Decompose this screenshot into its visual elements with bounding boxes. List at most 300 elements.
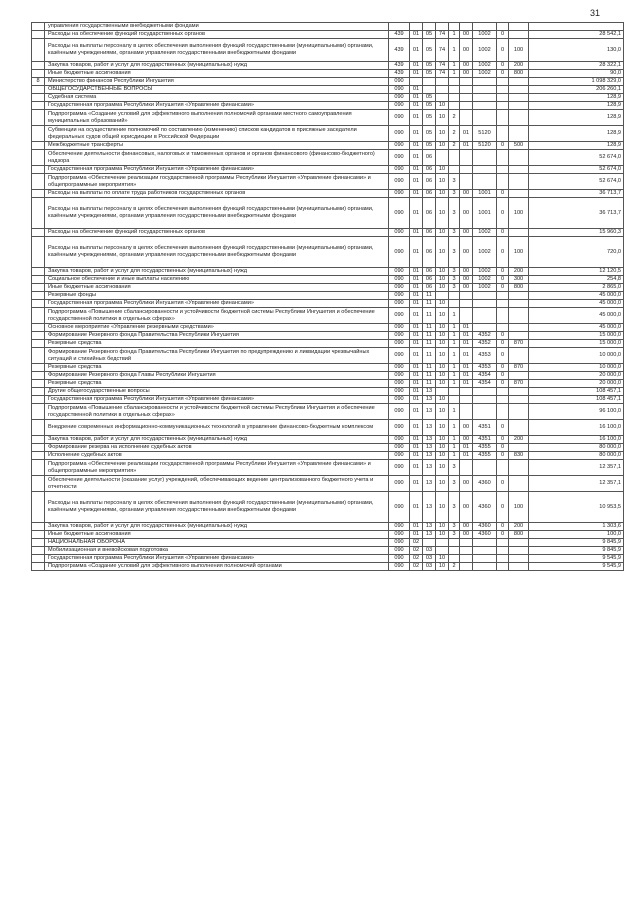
subsection-cell: 03: [423, 563, 436, 571]
row-name-cell: Расходы на выплаты персоналу в целях обеспечения выполнения функций государственными (муниципальными) органами, казёнными учреждениями, органами управления государственными внебюджетными фондами: [45, 237, 389, 268]
subsection-cell: 05: [423, 126, 436, 142]
row-number-cell: [32, 70, 45, 78]
expense-type-cell: 800: [509, 70, 529, 78]
row-number-cell: [32, 563, 45, 571]
extra-code-cell: [497, 460, 509, 476]
activity-cell: [460, 388, 473, 396]
direction-cell: 4351: [473, 436, 497, 444]
direction-cell: [473, 308, 497, 324]
extra-code-cell: 0: [497, 70, 509, 78]
section-cell: 01: [410, 150, 423, 166]
program-cell: 10: [436, 364, 449, 372]
row-name-cell: Подпрограмма «Обеспечение реализации государственной программы Республики Ингушетия «Управление финансами» и общепрограммные мероприятия»: [45, 460, 389, 476]
activity-cell: 00: [460, 492, 473, 523]
section-cell: 01: [410, 436, 423, 444]
expense-type-cell: 870: [509, 340, 529, 348]
expense-type-cell: 200: [509, 523, 529, 531]
subprogram-cell: 3: [449, 198, 460, 229]
extra-code-cell: 0: [497, 348, 509, 364]
extra-code-cell: 0: [497, 332, 509, 340]
extra-code-cell: [497, 547, 509, 555]
row-name-cell: Резервные средства: [45, 340, 389, 348]
amount-cell: 9 845,9: [529, 547, 624, 555]
subprogram-cell: 3: [449, 237, 460, 268]
code-cell: [389, 23, 410, 31]
amount-cell: 720,0: [529, 237, 624, 268]
program-cell: 10: [436, 110, 449, 126]
row-number-cell: [32, 523, 45, 531]
direction-cell: [473, 300, 497, 308]
extra-code-cell: 0: [497, 380, 509, 388]
activity-cell: 01: [460, 380, 473, 388]
subprogram-cell: 1: [449, 380, 460, 388]
code-cell: 090: [389, 460, 410, 476]
row-number-cell: [32, 110, 45, 126]
amount-cell: 12 120,5: [529, 268, 624, 276]
row-number-cell: [32, 190, 45, 198]
program-cell: 10: [436, 284, 449, 292]
table-row: [32, 476, 624, 492]
direction-cell: 4360: [473, 476, 497, 492]
amount-cell: 80 000,0: [529, 452, 624, 460]
code-cell: 090: [389, 404, 410, 420]
subsection-cell: 05: [423, 62, 436, 70]
table-row: [32, 396, 624, 404]
expense-type-cell: [509, 476, 529, 492]
table-row: [32, 142, 624, 150]
direction-cell: 5120: [473, 142, 497, 150]
extra-code-cell: [497, 94, 509, 102]
extra-code-cell: 0: [497, 420, 509, 436]
table-row: [32, 555, 624, 563]
expense-type-cell: [509, 539, 529, 547]
program-cell: [436, 539, 449, 547]
row-name-cell: Подпрограмма «Создание условий для эффективного выполнения полномочий органами: [45, 563, 389, 571]
subsection-cell: 13: [423, 452, 436, 460]
subsection-cell: 06: [423, 198, 436, 229]
subprogram-cell: 3: [449, 268, 460, 276]
extra-code-cell: 0: [497, 531, 509, 539]
table-row: [32, 62, 624, 70]
direction-cell: 1002: [473, 276, 497, 284]
subprogram-cell: [449, 23, 460, 31]
row-number-cell: [32, 348, 45, 364]
row-number-cell: [32, 444, 45, 452]
direction-cell: [473, 388, 497, 396]
program-cell: [436, 388, 449, 396]
subsection-cell: 13: [423, 444, 436, 452]
table-row: [32, 372, 624, 380]
activity-cell: [460, 102, 473, 110]
subsection-cell: 05: [423, 94, 436, 102]
amount-cell: 128,9: [529, 110, 624, 126]
subprogram-cell: [449, 78, 460, 86]
amount-cell: 16 100,0: [529, 420, 624, 436]
expense-type-cell: 830: [509, 452, 529, 460]
subprogram-cell: 3: [449, 284, 460, 292]
section-cell: 01: [410, 372, 423, 380]
program-cell: 10: [436, 404, 449, 420]
subsection-cell: 06: [423, 166, 436, 174]
expense-type-cell: 200: [509, 268, 529, 276]
amount-cell: 20 000,0: [529, 372, 624, 380]
section-cell: 01: [410, 292, 423, 300]
subsection-cell: 11: [423, 332, 436, 340]
subsection-cell: 11: [423, 380, 436, 388]
extra-code-cell: 0: [497, 284, 509, 292]
section-cell: 01: [410, 531, 423, 539]
activity-cell: [460, 396, 473, 404]
amount-cell: 254,8: [529, 276, 624, 284]
code-cell: 090: [389, 340, 410, 348]
direction-cell: 1001: [473, 190, 497, 198]
section-cell: 01: [410, 86, 423, 94]
table-row: [32, 276, 624, 284]
program-cell: 10: [436, 372, 449, 380]
direction-cell: [473, 110, 497, 126]
row-name-cell: Иные бюджетные ассигнования: [45, 70, 389, 78]
section-cell: 01: [410, 31, 423, 39]
expense-type-cell: 500: [509, 142, 529, 150]
subsection-cell: 11: [423, 308, 436, 324]
row-number-cell: [32, 531, 45, 539]
extra-code-cell: 0: [497, 142, 509, 150]
amount-cell: 52 674,0: [529, 174, 624, 190]
subsection-cell: [423, 23, 436, 31]
row-number-cell: [32, 23, 45, 31]
subprogram-cell: 1: [449, 420, 460, 436]
subprogram-cell: 1: [449, 332, 460, 340]
expense-type-cell: [509, 372, 529, 380]
table-row: [32, 436, 624, 444]
row-name-cell: Социальное обеспечение и иные выплаты населению: [45, 276, 389, 284]
activity-cell: [460, 539, 473, 547]
row-name-cell: Резервные средства: [45, 380, 389, 388]
section-cell: 01: [410, 364, 423, 372]
activity-cell: 00: [460, 229, 473, 237]
row-name-cell: Иные бюджетные ассигнования: [45, 284, 389, 292]
program-cell: 10: [436, 198, 449, 229]
code-cell: 090: [389, 348, 410, 364]
subprogram-cell: 1: [449, 70, 460, 78]
direction-cell: [473, 292, 497, 300]
subprogram-cell: 3: [449, 476, 460, 492]
amount-cell: 15 000,0: [529, 340, 624, 348]
row-number-cell: [32, 284, 45, 292]
row-number-cell: [32, 372, 45, 380]
amount-cell: 28 542,1: [529, 31, 624, 39]
row-name-cell: Резервные средства: [45, 364, 389, 372]
row-name-cell: Мобилизационная и вневойсковая подготовка: [45, 547, 389, 555]
row-name-cell: НАЦИОНАЛЬНАЯ ОБОРОНА: [45, 539, 389, 547]
amount-cell: 1 303,6: [529, 523, 624, 531]
activity-cell: 00: [460, 39, 473, 62]
amount-cell: 128,9: [529, 142, 624, 150]
subsection-cell: 11: [423, 348, 436, 364]
row-name-cell: Расходы на обеспечение функций государственных органов: [45, 31, 389, 39]
direction-cell: [473, 324, 497, 332]
extra-code-cell: [497, 102, 509, 110]
extra-code-cell: [497, 388, 509, 396]
activity-cell: 01: [460, 340, 473, 348]
code-cell: 090: [389, 300, 410, 308]
row-number-cell: [32, 292, 45, 300]
program-cell: 10: [436, 476, 449, 492]
row-number-cell: [32, 460, 45, 476]
extra-code-cell: [497, 300, 509, 308]
subprogram-cell: [449, 94, 460, 102]
table-row: [32, 268, 624, 276]
row-name-cell: Расходы на выплаты по оплате труда работников государственных органов: [45, 190, 389, 198]
extra-code-cell: 0: [497, 190, 509, 198]
code-cell: 090: [389, 436, 410, 444]
program-cell: 10: [436, 300, 449, 308]
activity-cell: [460, 563, 473, 571]
table-row: [32, 547, 624, 555]
row-number-cell: [32, 229, 45, 237]
activity-cell: [460, 300, 473, 308]
code-cell: 090: [389, 190, 410, 198]
code-cell: 090: [389, 380, 410, 388]
amount-cell: 52 674,0: [529, 150, 624, 166]
section-cell: 01: [410, 332, 423, 340]
activity-cell: 00: [460, 284, 473, 292]
amount-cell: 1 098 329,0: [529, 78, 624, 86]
activity-cell: 00: [460, 237, 473, 268]
table-row: [32, 126, 624, 142]
direction-cell: [473, 555, 497, 563]
program-cell: 10: [436, 340, 449, 348]
subsection-cell: 06: [423, 284, 436, 292]
row-number-cell: [32, 237, 45, 268]
extra-code-cell: 0: [497, 268, 509, 276]
expense-type-cell: [509, 229, 529, 237]
direction-cell: 1002: [473, 268, 497, 276]
expense-type-cell: [509, 94, 529, 102]
table-row: [32, 523, 624, 531]
section-cell: 01: [410, 126, 423, 142]
direction-cell: 5120: [473, 126, 497, 142]
extra-code-cell: 0: [497, 340, 509, 348]
row-number-cell: [32, 492, 45, 523]
row-name-cell: Формирование Резервного фонда Правительства Республики Ингушетия по предупреждению и ликвидации чрезвычайных ситуаций и стихийных бедствий: [45, 348, 389, 364]
code-cell: 439: [389, 70, 410, 78]
direction-cell: [473, 539, 497, 547]
row-number-cell: [32, 476, 45, 492]
section-cell: 01: [410, 166, 423, 174]
amount-cell: 10 953,5: [529, 492, 624, 523]
direction-cell: 1002: [473, 39, 497, 62]
expense-type-cell: [509, 348, 529, 364]
activity-cell: [460, 308, 473, 324]
row-name-cell: Расходы на выплаты персоналу в целях обеспечения выполнения функций государственными (муниципальными) органами, казёнными учреждениями, органами управления государственными внебюджетными фондами: [45, 198, 389, 229]
program-cell: [436, 94, 449, 102]
section-cell: 01: [410, 444, 423, 452]
subprogram-cell: 1: [449, 324, 460, 332]
code-cell: 090: [389, 452, 410, 460]
program-cell: [436, 78, 449, 86]
program-cell: 74: [436, 70, 449, 78]
direction-cell: 4360: [473, 531, 497, 539]
direction-cell: [473, 94, 497, 102]
activity-cell: [460, 166, 473, 174]
extra-code-cell: [497, 78, 509, 86]
expense-type-cell: [509, 23, 529, 31]
section-cell: 01: [410, 198, 423, 229]
subsection-cell: 11: [423, 292, 436, 300]
amount-cell: 108 457,1: [529, 396, 624, 404]
row-number-cell: [32, 31, 45, 39]
direction-cell: 4353: [473, 364, 497, 372]
direction-cell: [473, 102, 497, 110]
subprogram-cell: 3: [449, 174, 460, 190]
row-number-cell: 8: [32, 78, 45, 86]
subprogram-cell: 3: [449, 276, 460, 284]
amount-cell: 10 000,0: [529, 348, 624, 364]
activity-cell: [460, 23, 473, 31]
row-name-cell: Подпрограмма «Создание условий для эффективного выполнения полномочий органами местного самоуправления муниципальных образований»: [45, 110, 389, 126]
extra-code-cell: [497, 166, 509, 174]
table-row: [32, 166, 624, 174]
section-cell: 01: [410, 340, 423, 348]
direction-cell: 4355: [473, 444, 497, 452]
row-name-cell: Обеспечение деятельности финансовых, налоговых и таможенных органов и органов финансового (финансово-бюджетного) надзора: [45, 150, 389, 166]
section-cell: 01: [410, 174, 423, 190]
row-number-cell: [32, 86, 45, 94]
section-cell: 01: [410, 110, 423, 126]
direction-cell: 1002: [473, 237, 497, 268]
code-cell: 090: [389, 150, 410, 166]
subsection-cell: 11: [423, 364, 436, 372]
code-cell: 090: [389, 396, 410, 404]
extra-code-cell: 0: [497, 492, 509, 523]
activity-cell: 00: [460, 523, 473, 531]
expense-type-cell: [509, 292, 529, 300]
row-number-cell: [32, 300, 45, 308]
subsection-cell: 11: [423, 340, 436, 348]
row-name-cell: Государственная программа Республики Ингушетия «Управление финансами»: [45, 166, 389, 174]
extra-code-cell: [497, 292, 509, 300]
subsection-cell: 06: [423, 229, 436, 237]
section-cell: 01: [410, 460, 423, 476]
row-number-cell: [32, 420, 45, 436]
subsection-cell: [423, 539, 436, 547]
row-number-cell: [32, 308, 45, 324]
expense-type-cell: [509, 174, 529, 190]
row-number-cell: [32, 452, 45, 460]
subprogram-cell: [449, 102, 460, 110]
program-cell: 10: [436, 166, 449, 174]
expense-type-cell: [509, 460, 529, 476]
program-cell: 10: [436, 420, 449, 436]
table-row: [32, 492, 624, 523]
subprogram-cell: 1: [449, 348, 460, 364]
section-cell: 01: [410, 452, 423, 460]
row-name-cell: Подпрограмма «Повышение сбалансированности и устойчивости бюджетной системы Республики Ингушетия и обеспечение государственной политики в отдельных сферах»: [45, 308, 389, 324]
expense-type-cell: [509, 563, 529, 571]
table-row: [32, 332, 624, 340]
code-cell: 090: [389, 563, 410, 571]
table-row: [32, 198, 624, 229]
amount-cell: 20 000,0: [529, 380, 624, 388]
row-name-cell: Государственная программа Республики Ингушетия «Управление финансами»: [45, 300, 389, 308]
expense-type-cell: [509, 78, 529, 86]
expense-type-cell: [509, 300, 529, 308]
table-row: [32, 86, 624, 94]
program-cell: 10: [436, 276, 449, 284]
section-cell: 01: [410, 396, 423, 404]
activity-cell: 01: [460, 372, 473, 380]
row-name-cell: Государственная программа Республики Ингушетия «Управление финансами»: [45, 555, 389, 563]
extra-code-cell: 0: [497, 452, 509, 460]
program-cell: 10: [436, 142, 449, 150]
subsection-cell: 06: [423, 150, 436, 166]
expense-type-cell: [509, 190, 529, 198]
code-cell: 090: [389, 388, 410, 396]
activity-cell: 01: [460, 364, 473, 372]
program-cell: 10: [436, 531, 449, 539]
subsection-cell: 05: [423, 110, 436, 126]
row-name-cell: Подпрограмма «Повышение сбалансированности и устойчивости бюджетной системы Республики Ингушетия и обеспечение государственной политики в отдельных сферах»: [45, 404, 389, 420]
amount-cell: 128,9: [529, 94, 624, 102]
section-cell: 02: [410, 547, 423, 555]
code-cell: 090: [389, 276, 410, 284]
section-cell: 01: [410, 142, 423, 150]
subsection-cell: 06: [423, 174, 436, 190]
extra-code-cell: [497, 324, 509, 332]
direction-cell: 4351: [473, 420, 497, 436]
row-name-cell: Расходы на выплаты персоналу в целях обеспечения выполнения функций государственными (муниципальными) органами, казёнными учреждениями, органами управления государственными внебюджетными фондами: [45, 492, 389, 523]
activity-cell: 00: [460, 268, 473, 276]
table-row: [32, 190, 624, 198]
program-cell: 74: [436, 39, 449, 62]
row-name-cell: Формирование Резервного фонда Правительства Республики Ингушетия: [45, 332, 389, 340]
table-row: [32, 404, 624, 420]
subprogram-cell: 3: [449, 460, 460, 476]
activity-cell: [460, 78, 473, 86]
subprogram-cell: 1: [449, 340, 460, 348]
row-name-cell: Закупка товаров, работ и услуг для государственных (муниципальных) нужд: [45, 268, 389, 276]
code-cell: 090: [389, 142, 410, 150]
expense-type-cell: 870: [509, 364, 529, 372]
row-name-cell: Основное мероприятие «Управление резервными средствами»: [45, 324, 389, 332]
row-number-cell: [32, 126, 45, 142]
table-row: [32, 292, 624, 300]
subsection-cell: 13: [423, 476, 436, 492]
amount-cell: 206 260,1: [529, 86, 624, 94]
subprogram-cell: [449, 86, 460, 94]
code-cell: 439: [389, 39, 410, 62]
subsection-cell: 03: [423, 547, 436, 555]
expense-type-cell: [509, 444, 529, 452]
row-number-cell: [32, 268, 45, 276]
subsection-cell: 13: [423, 420, 436, 436]
expense-type-cell: [509, 404, 529, 420]
direction-cell: 1002: [473, 62, 497, 70]
subsection-cell: 06: [423, 268, 436, 276]
table-row: [32, 388, 624, 396]
row-name-cell: Формирование Резервного фонда Главы Республики Ингушетия: [45, 372, 389, 380]
row-number-cell: [32, 166, 45, 174]
table-row: [32, 452, 624, 460]
section-cell: [410, 78, 423, 86]
code-cell: 090: [389, 86, 410, 94]
expense-type-cell: [509, 110, 529, 126]
amount-cell: 28 322,1: [529, 62, 624, 70]
program-cell: 10: [436, 555, 449, 563]
subsection-cell: 05: [423, 142, 436, 150]
extra-code-cell: [497, 126, 509, 142]
